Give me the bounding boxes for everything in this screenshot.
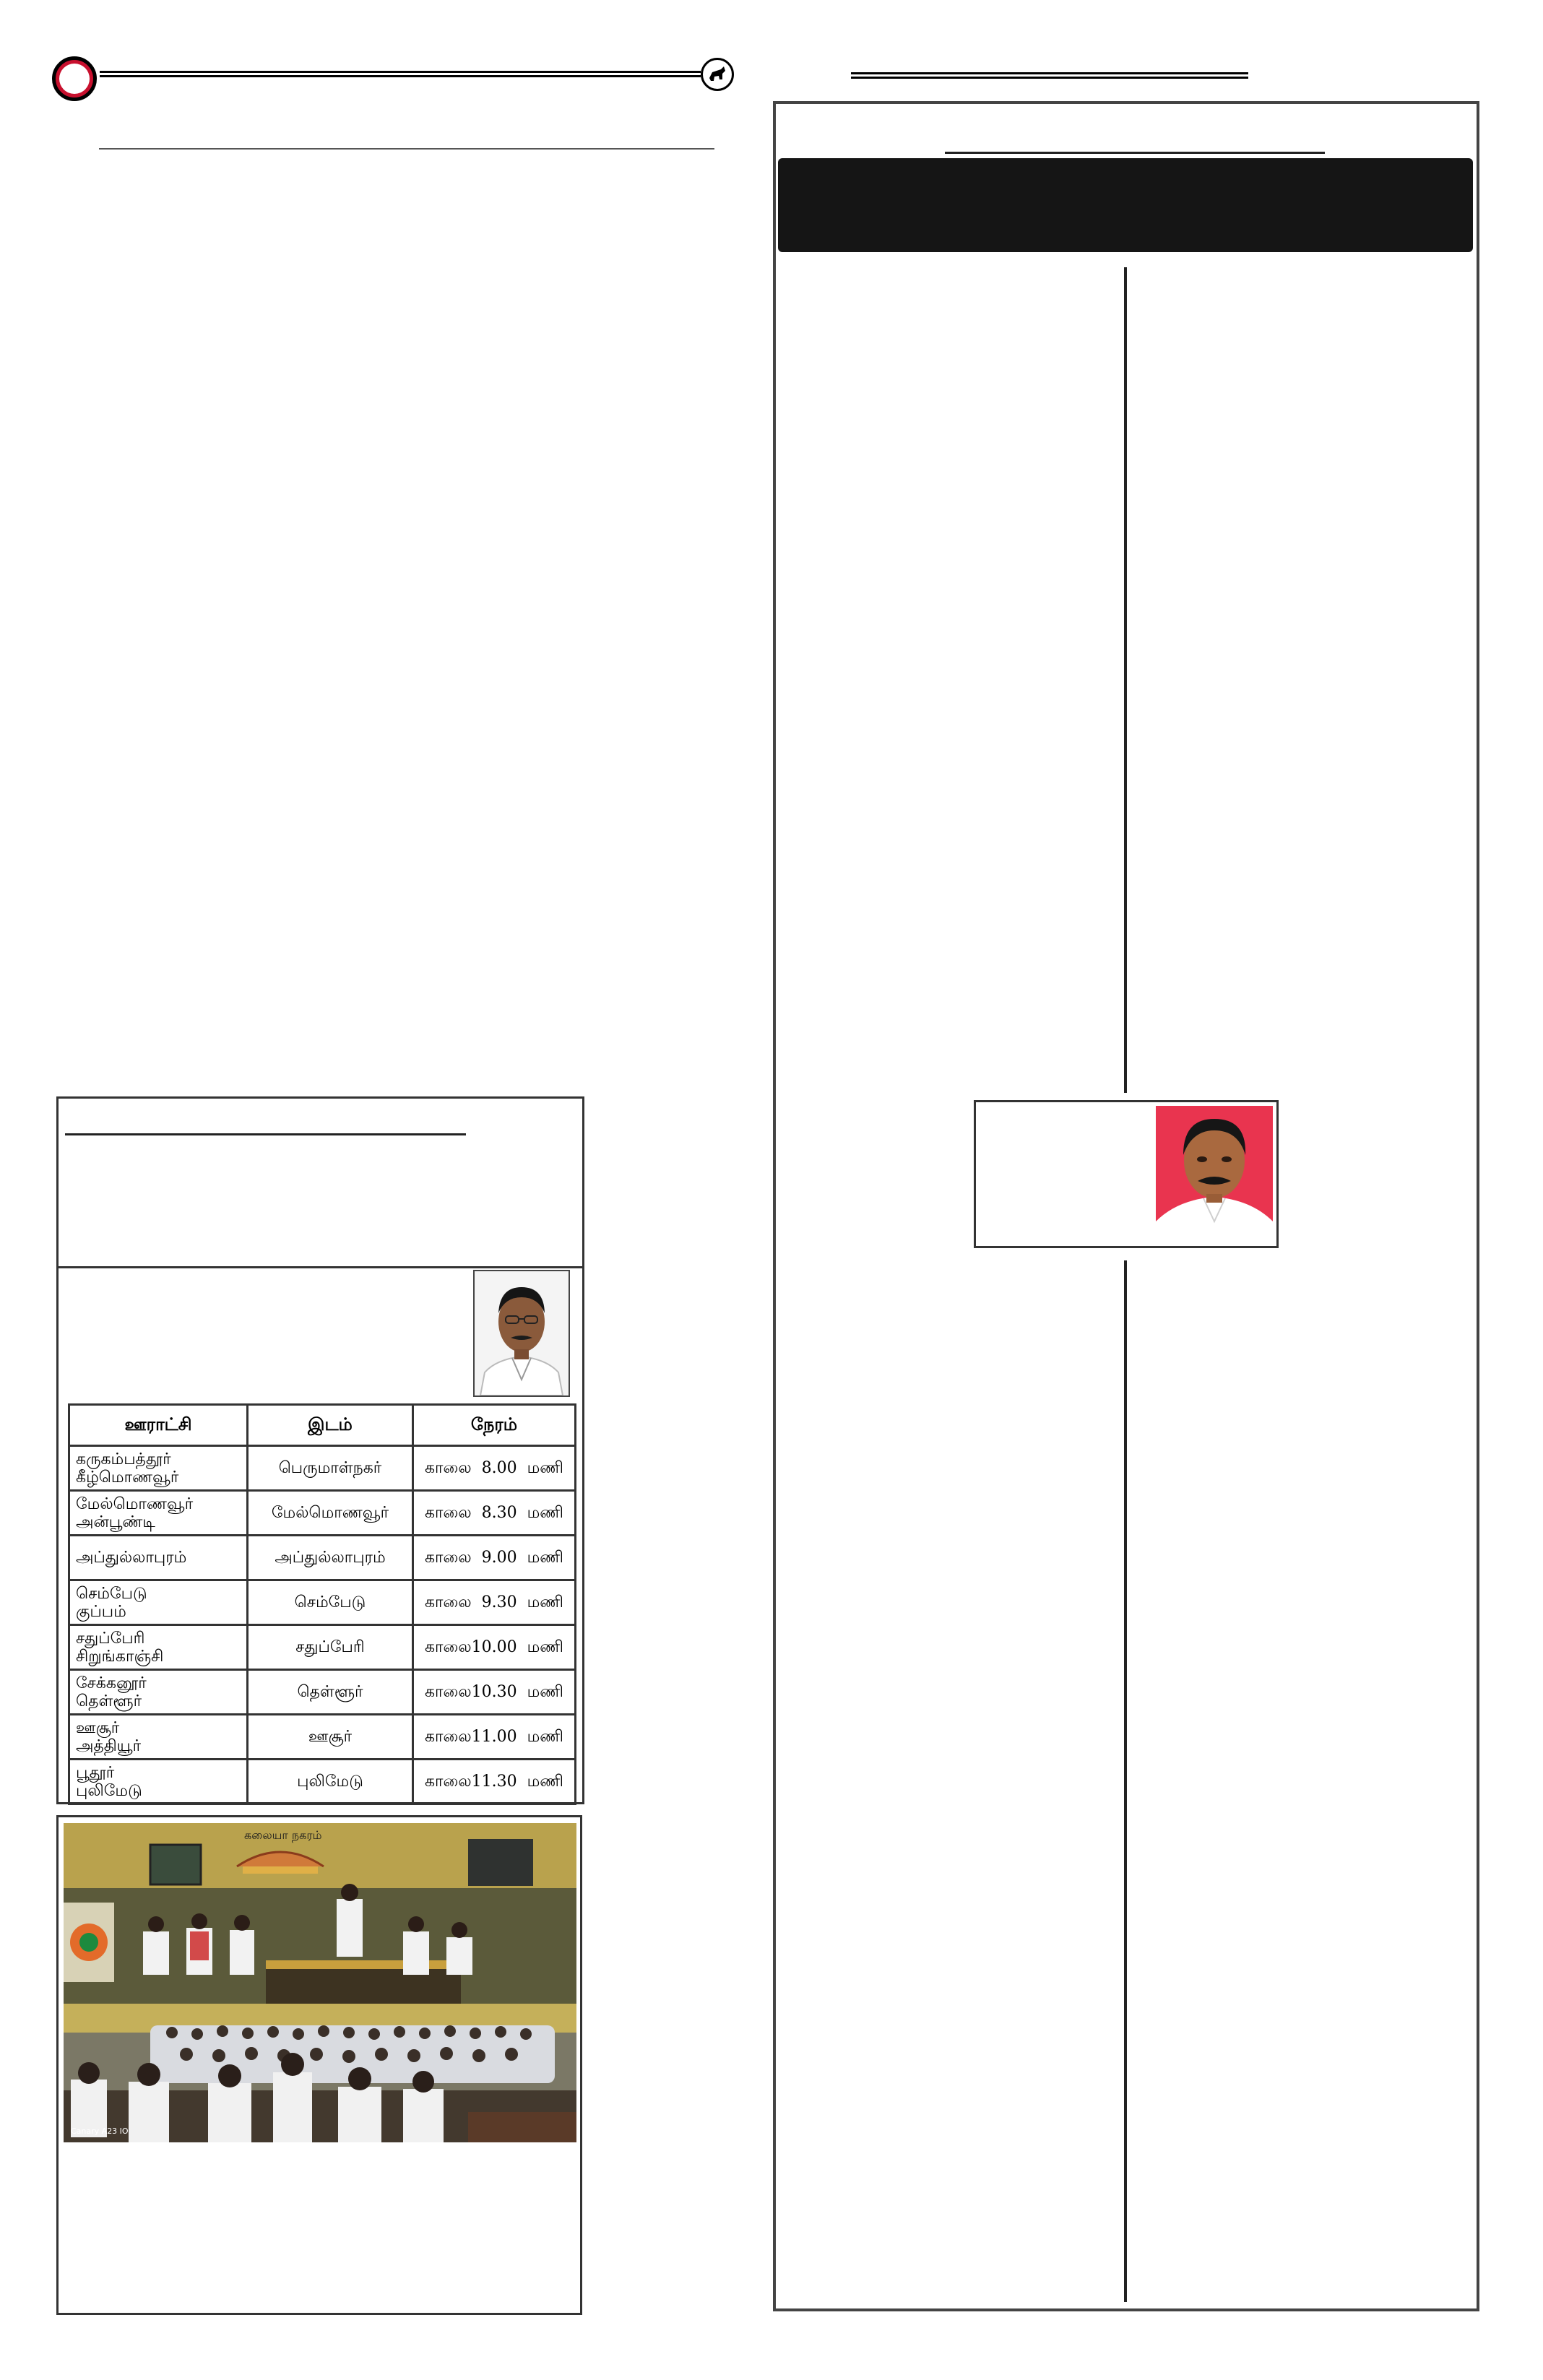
header-rule <box>100 71 701 77</box>
bull-emblem-icon <box>701 58 734 91</box>
stage-sign-text: கலையா நகரம் <box>244 1828 322 1842</box>
place-cell: பெருமாள்நகர் <box>248 1446 413 1491</box>
place-cell: புலிமேடு <box>248 1760 413 1804</box>
table-row <box>69 1491 576 1536</box>
panchayat-cell: சதுப்பேரி சிறுங்காஞ்சி <box>69 1625 248 1670</box>
official-portrait <box>473 1270 570 1397</box>
time-cell: காலை10.30 மணி <box>413 1670 576 1715</box>
panchayat-cell: கருகம்பத்தூர் கீழ்மொணவூர் <box>69 1446 248 1491</box>
schedule-table <box>68 1403 576 1805</box>
panchayat-cell: பூதூர் புலிமேடு <box>69 1760 248 1804</box>
place-cell: மேல்மொணவூர் <box>248 1491 413 1536</box>
time-cell: காலை11.00 மணி <box>413 1715 576 1760</box>
panchayat-cell: மேல்மொணவூர் அன்பூண்டி <box>69 1491 248 1536</box>
schedule-title-rule <box>65 1133 466 1135</box>
place-cell: ஊசூர் <box>248 1715 413 1760</box>
table-row <box>69 1760 576 1804</box>
column-header-panchayat: ஊராட்சி <box>69 1405 248 1446</box>
headline-rule <box>99 148 714 150</box>
place-cell: சதுப்பேரி <box>248 1625 413 1670</box>
panchayat-cell: ஊசூர் அத்தியூர் <box>69 1715 248 1760</box>
place-cell: செம்பேடு <box>248 1580 413 1625</box>
time-cell: காலை10.00 மணி <box>413 1625 576 1670</box>
time-cell: காலை 8.00 மணி <box>413 1446 576 1491</box>
table-row <box>69 1536 576 1580</box>
right-kicker-rule <box>945 152 1325 154</box>
table-row <box>69 1625 576 1670</box>
column-divider-upper <box>1124 267 1127 1093</box>
panchayat-cell: செம்பேடு குப்பம் <box>69 1580 248 1625</box>
meeting-stage-photo <box>64 1823 576 2004</box>
time-cell: காலை 9.00 மணி <box>413 1536 576 1580</box>
column-header-time: நேரம் <box>413 1405 576 1446</box>
table-row <box>69 1715 576 1760</box>
table-row <box>69 1580 576 1625</box>
table-row <box>69 1670 576 1715</box>
folio-circle-icon <box>52 56 97 101</box>
camera-stamp-text: Canary A23 IO <box>71 2126 129 2136</box>
table-header-row <box>69 1405 576 1446</box>
time-cell: காலை 9.30 மணி <box>413 1580 576 1625</box>
place-cell: தெள்ளூர் <box>248 1670 413 1715</box>
time-cell: காலை 8.30 மணி <box>413 1491 576 1536</box>
table-row <box>69 1446 576 1491</box>
profile-portrait <box>1156 1106 1273 1243</box>
headline-banner <box>778 158 1473 252</box>
panchayat-cell: அப்துல்லாபுரம் <box>69 1536 248 1580</box>
schedule-divider <box>59 1266 582 1268</box>
column-header-place: இடம் <box>248 1405 413 1446</box>
panchayat-cell: சேக்கனூர் தெள்ளூர் <box>69 1670 248 1715</box>
right-header-rule <box>851 72 1248 79</box>
audience-photo <box>64 2004 576 2142</box>
column-divider-lower <box>1124 1260 1127 2302</box>
time-cell: காலை11.30 மணி <box>413 1760 576 1804</box>
place-cell: அப்துல்லாபுரம் <box>248 1536 413 1580</box>
